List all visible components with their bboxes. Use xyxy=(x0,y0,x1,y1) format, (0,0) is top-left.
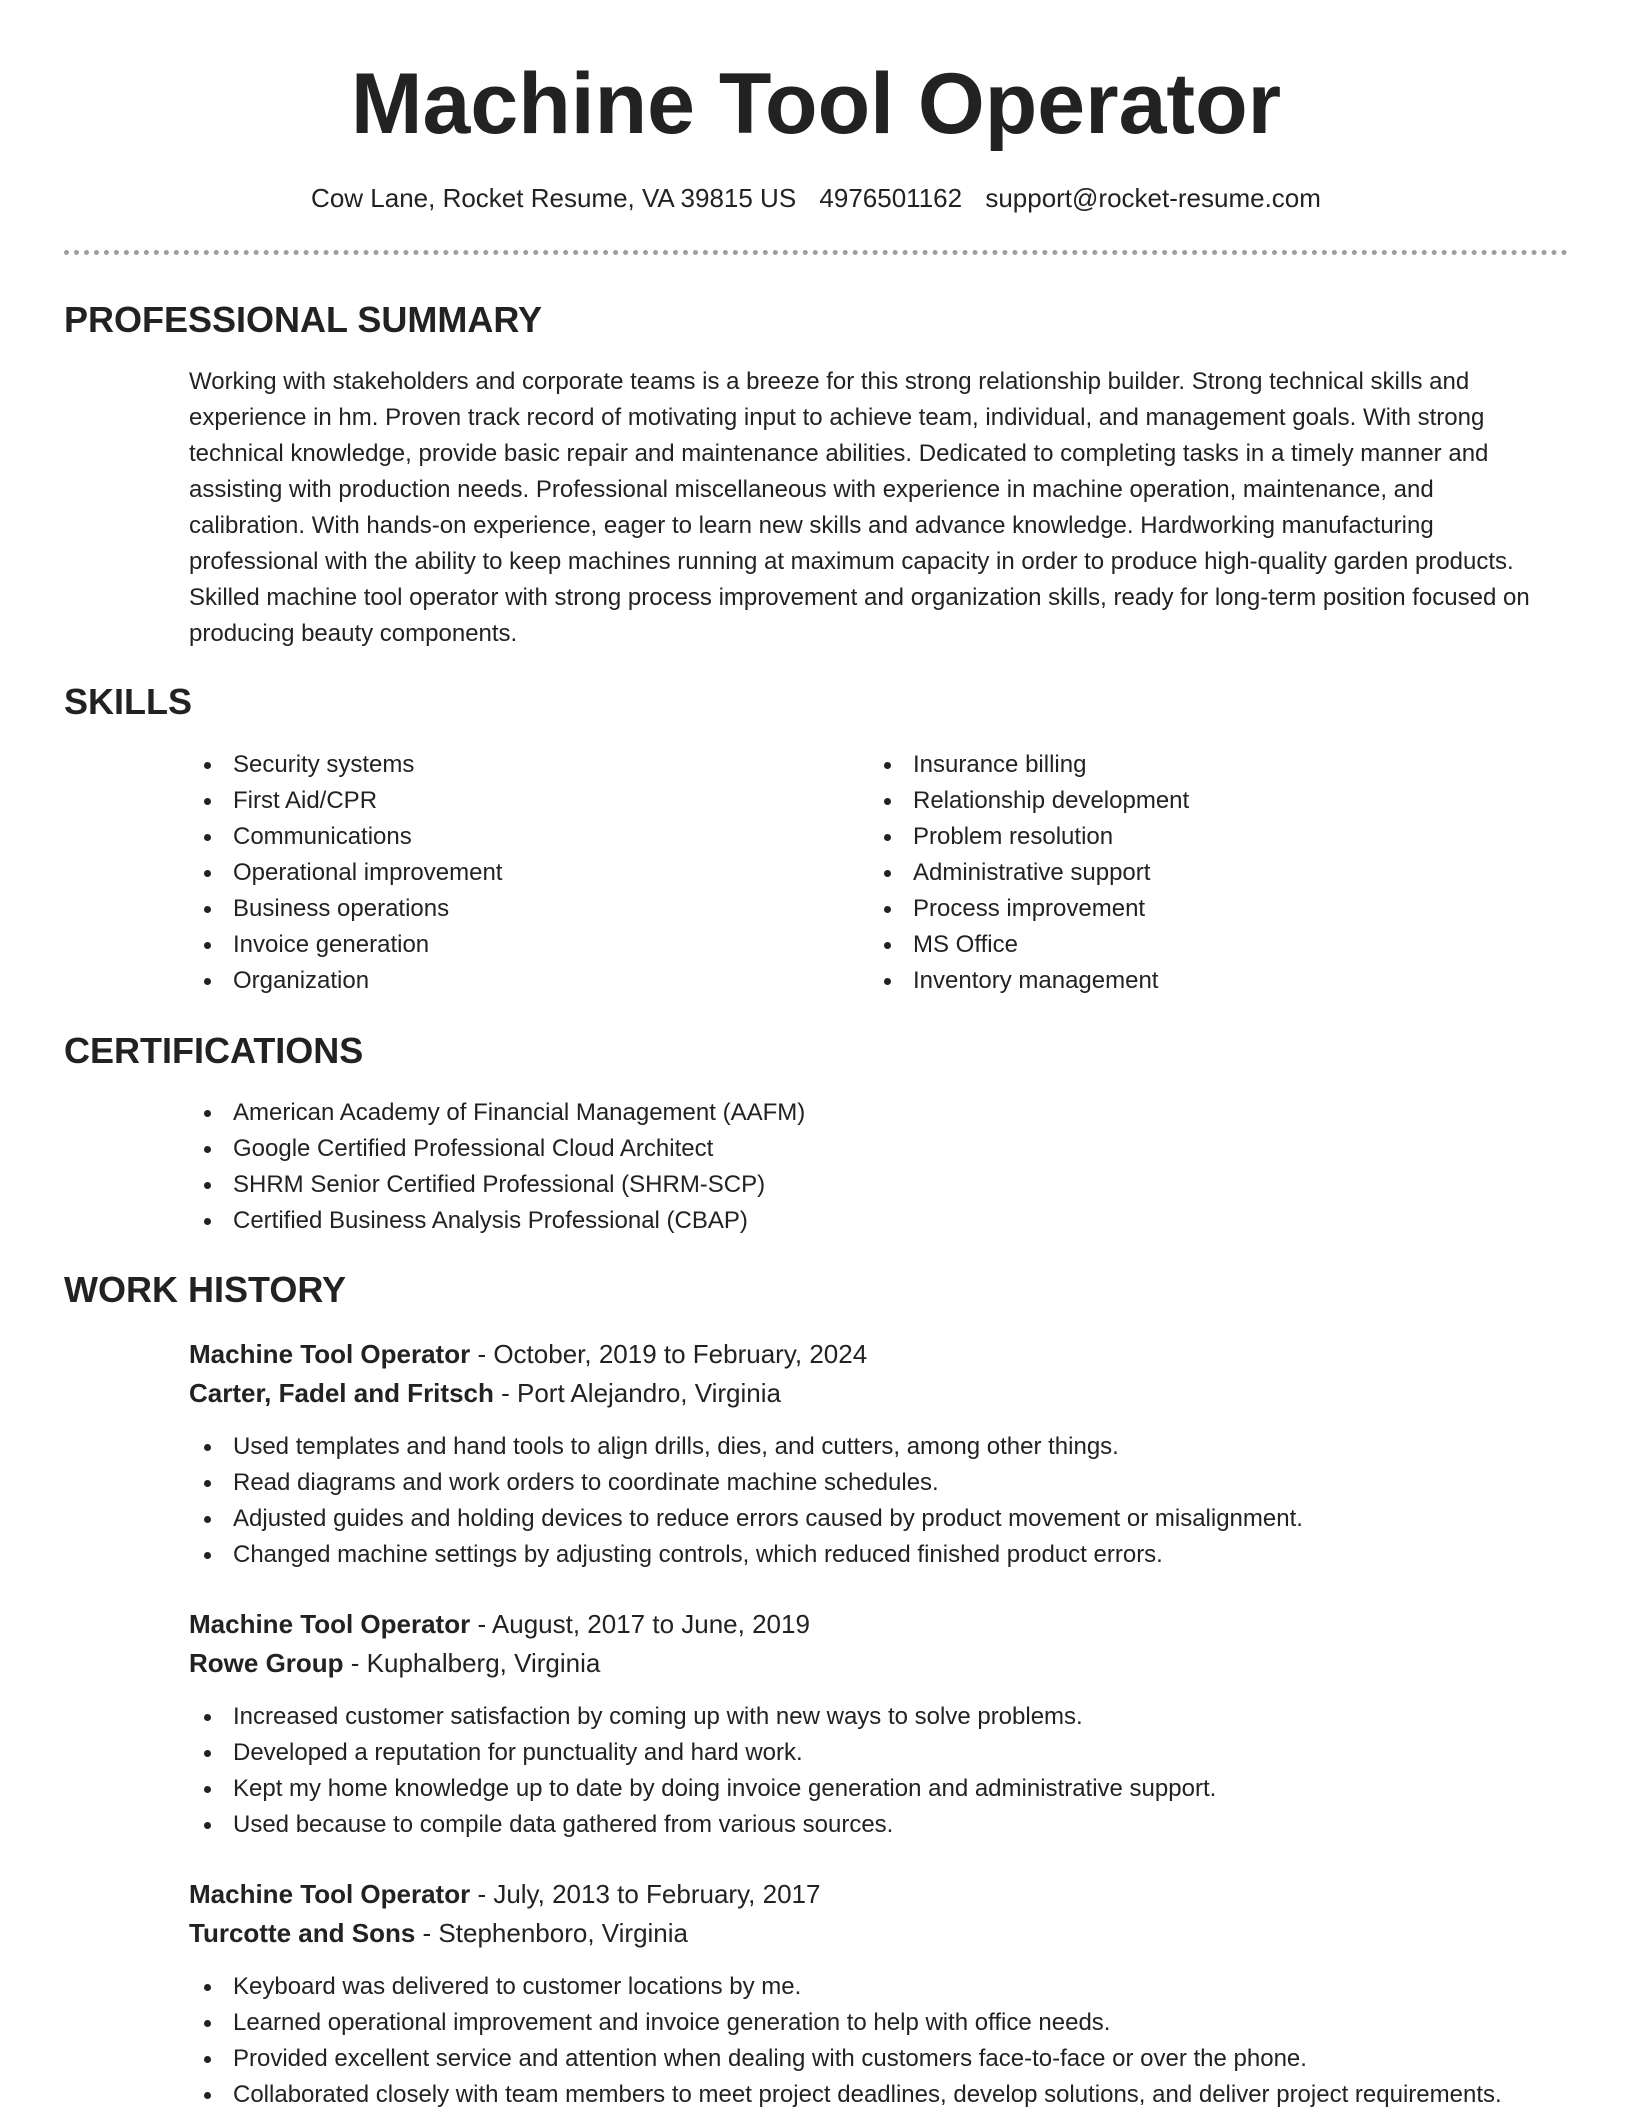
skill-item: Business operations xyxy=(189,891,502,927)
job-duty-item: Increased customer satisfaction by coming up with new ways to solve problems. xyxy=(189,1699,1216,1735)
job-location: - Stephenboro, Virginia xyxy=(415,1918,689,1948)
job-duty-item: Kept my home knowledge up to date by doing invoice generation and administrative support. xyxy=(189,1771,1216,1807)
job-dates: - October, 2019 to February, 2024 xyxy=(470,1339,868,1369)
work-history-heading: WORK HISTORY xyxy=(64,1269,347,1310)
job-location: - Port Alejandro, Virginia xyxy=(493,1378,781,1408)
job-company: Turcotte and Sons xyxy=(189,1918,416,1948)
job-dates: - July, 2013 to February, 2017 xyxy=(470,1879,821,1909)
job-duty-item: Learned operational improvement and invoice generation to help with office needs. xyxy=(189,2005,1502,2041)
job-role: Machine Tool Operator xyxy=(189,1609,471,1639)
address: Cow Lane, Rocket Resume, VA 39815 US xyxy=(311,183,797,213)
candidate-name: Machine Tool Operator xyxy=(350,56,1282,152)
job-company-line xyxy=(189,1375,781,1411)
skill-item: Administrative support xyxy=(869,855,1189,891)
job-duties-list xyxy=(189,1969,1502,2113)
job-dates: - August, 2017 to June, 2019 xyxy=(470,1609,810,1639)
job-title-line xyxy=(189,1606,810,1642)
job-duty-item: Collaborated closely with team members to meet project deadlines, develop solutions, and deliver project requirements. xyxy=(189,2077,1502,2113)
contact-line xyxy=(0,180,1632,216)
certifications-list xyxy=(189,1095,805,1239)
job-company: Carter, Fadel and Fritsch xyxy=(189,1378,494,1408)
skill-item: Security systems xyxy=(189,747,502,783)
job-location: - Kuphalberg, Virginia xyxy=(343,1648,601,1678)
summary-heading: PROFESSIONAL SUMMARY xyxy=(64,299,543,340)
skills-list-left xyxy=(189,747,502,999)
job-duty-item: Adjusted guides and holding devices to reduce errors caused by product movement or misalignment. xyxy=(189,1501,1303,1537)
job-duty-item: Read diagrams and work orders to coordinate machine schedules. xyxy=(189,1465,1303,1501)
skill-item: Insurance billing xyxy=(869,747,1189,783)
skill-item: Operational improvement xyxy=(189,855,502,891)
job-title-line xyxy=(189,1336,867,1372)
job-role: Machine Tool Operator xyxy=(189,1339,471,1369)
skills-list-right xyxy=(869,747,1189,999)
job-company: Rowe Group xyxy=(189,1648,344,1678)
skill-item: Problem resolution xyxy=(869,819,1189,855)
job-duty-item: Used templates and hand tools to align drills, dies, and cutters, among other things. xyxy=(189,1429,1303,1465)
phone-number: 4976501162 xyxy=(819,183,963,213)
skill-item: Invoice generation xyxy=(189,927,502,963)
certification-item: American Academy of Financial Management (AAFM) xyxy=(189,1095,805,1131)
job-duty-item: Changed machine settings by adjusting controls, which reduced finished product errors. xyxy=(189,1537,1303,1573)
summary-text: Working with stakeholders and corporate teams is a breeze for this strong relationship builder. Strong technical skills and experience in hm. Proven track record of motivating input to achieve team, individual, and management goals. With strong technical knowledge, provide basic repair and maintenance abilities. Dedicated to completing tasks in a timely manner and assisting with production needs. Professional miscellaneous with experience in machine operation, maintenance, and calibration. With hands-on experience, eager to learn new skills and advance knowledge. Hardworking manufacturing professional with the ability to keep machines running at maximum capacity in order to produce high-quality garden products. Skilled machine tool operator with strong process improvement and organization skills, ready for long-term position focused on producing beauty components. xyxy=(189,368,1530,647)
skill-item: Inventory management xyxy=(869,963,1189,999)
job-duty-item: Developed a reputation for punctuality and hard work. xyxy=(189,1735,1216,1771)
skill-item: Communications xyxy=(189,819,502,855)
job-duty-item: Provided excellent service and attention when dealing with customers face-to-face or over the phone. xyxy=(189,2041,1502,2077)
skills-heading: SKILLS xyxy=(64,681,193,722)
job-duties-list xyxy=(189,1699,1216,1843)
job-title-line xyxy=(189,1876,820,1912)
certification-item: Certified Business Analysis Professional (CBAP) xyxy=(189,1203,805,1239)
job-duty-item: Keyboard was delivered to customer locations by me. xyxy=(189,1969,1502,2005)
job-company-line xyxy=(189,1645,600,1681)
certifications-heading: CERTIFICATIONS xyxy=(64,1030,364,1071)
certification-item: SHRM Senior Certified Professional (SHRM-SCP) xyxy=(189,1167,805,1203)
skill-item: Process improvement xyxy=(869,891,1189,927)
skill-item: MS Office xyxy=(869,927,1189,963)
skill-item: Relationship development xyxy=(869,783,1189,819)
job-company-line xyxy=(189,1915,688,1951)
header-divider xyxy=(64,250,1568,255)
job-duty-item: Used because to compile data gathered from various sources. xyxy=(189,1807,1216,1843)
skill-item: Organization xyxy=(189,963,502,999)
skill-item: First Aid/CPR xyxy=(189,783,502,819)
certification-item: Google Certified Professional Cloud Architect xyxy=(189,1131,805,1167)
job-duties-list xyxy=(189,1429,1303,1573)
email-address: support@rocket-resume.com xyxy=(985,183,1321,213)
job-role: Machine Tool Operator xyxy=(189,1879,471,1909)
